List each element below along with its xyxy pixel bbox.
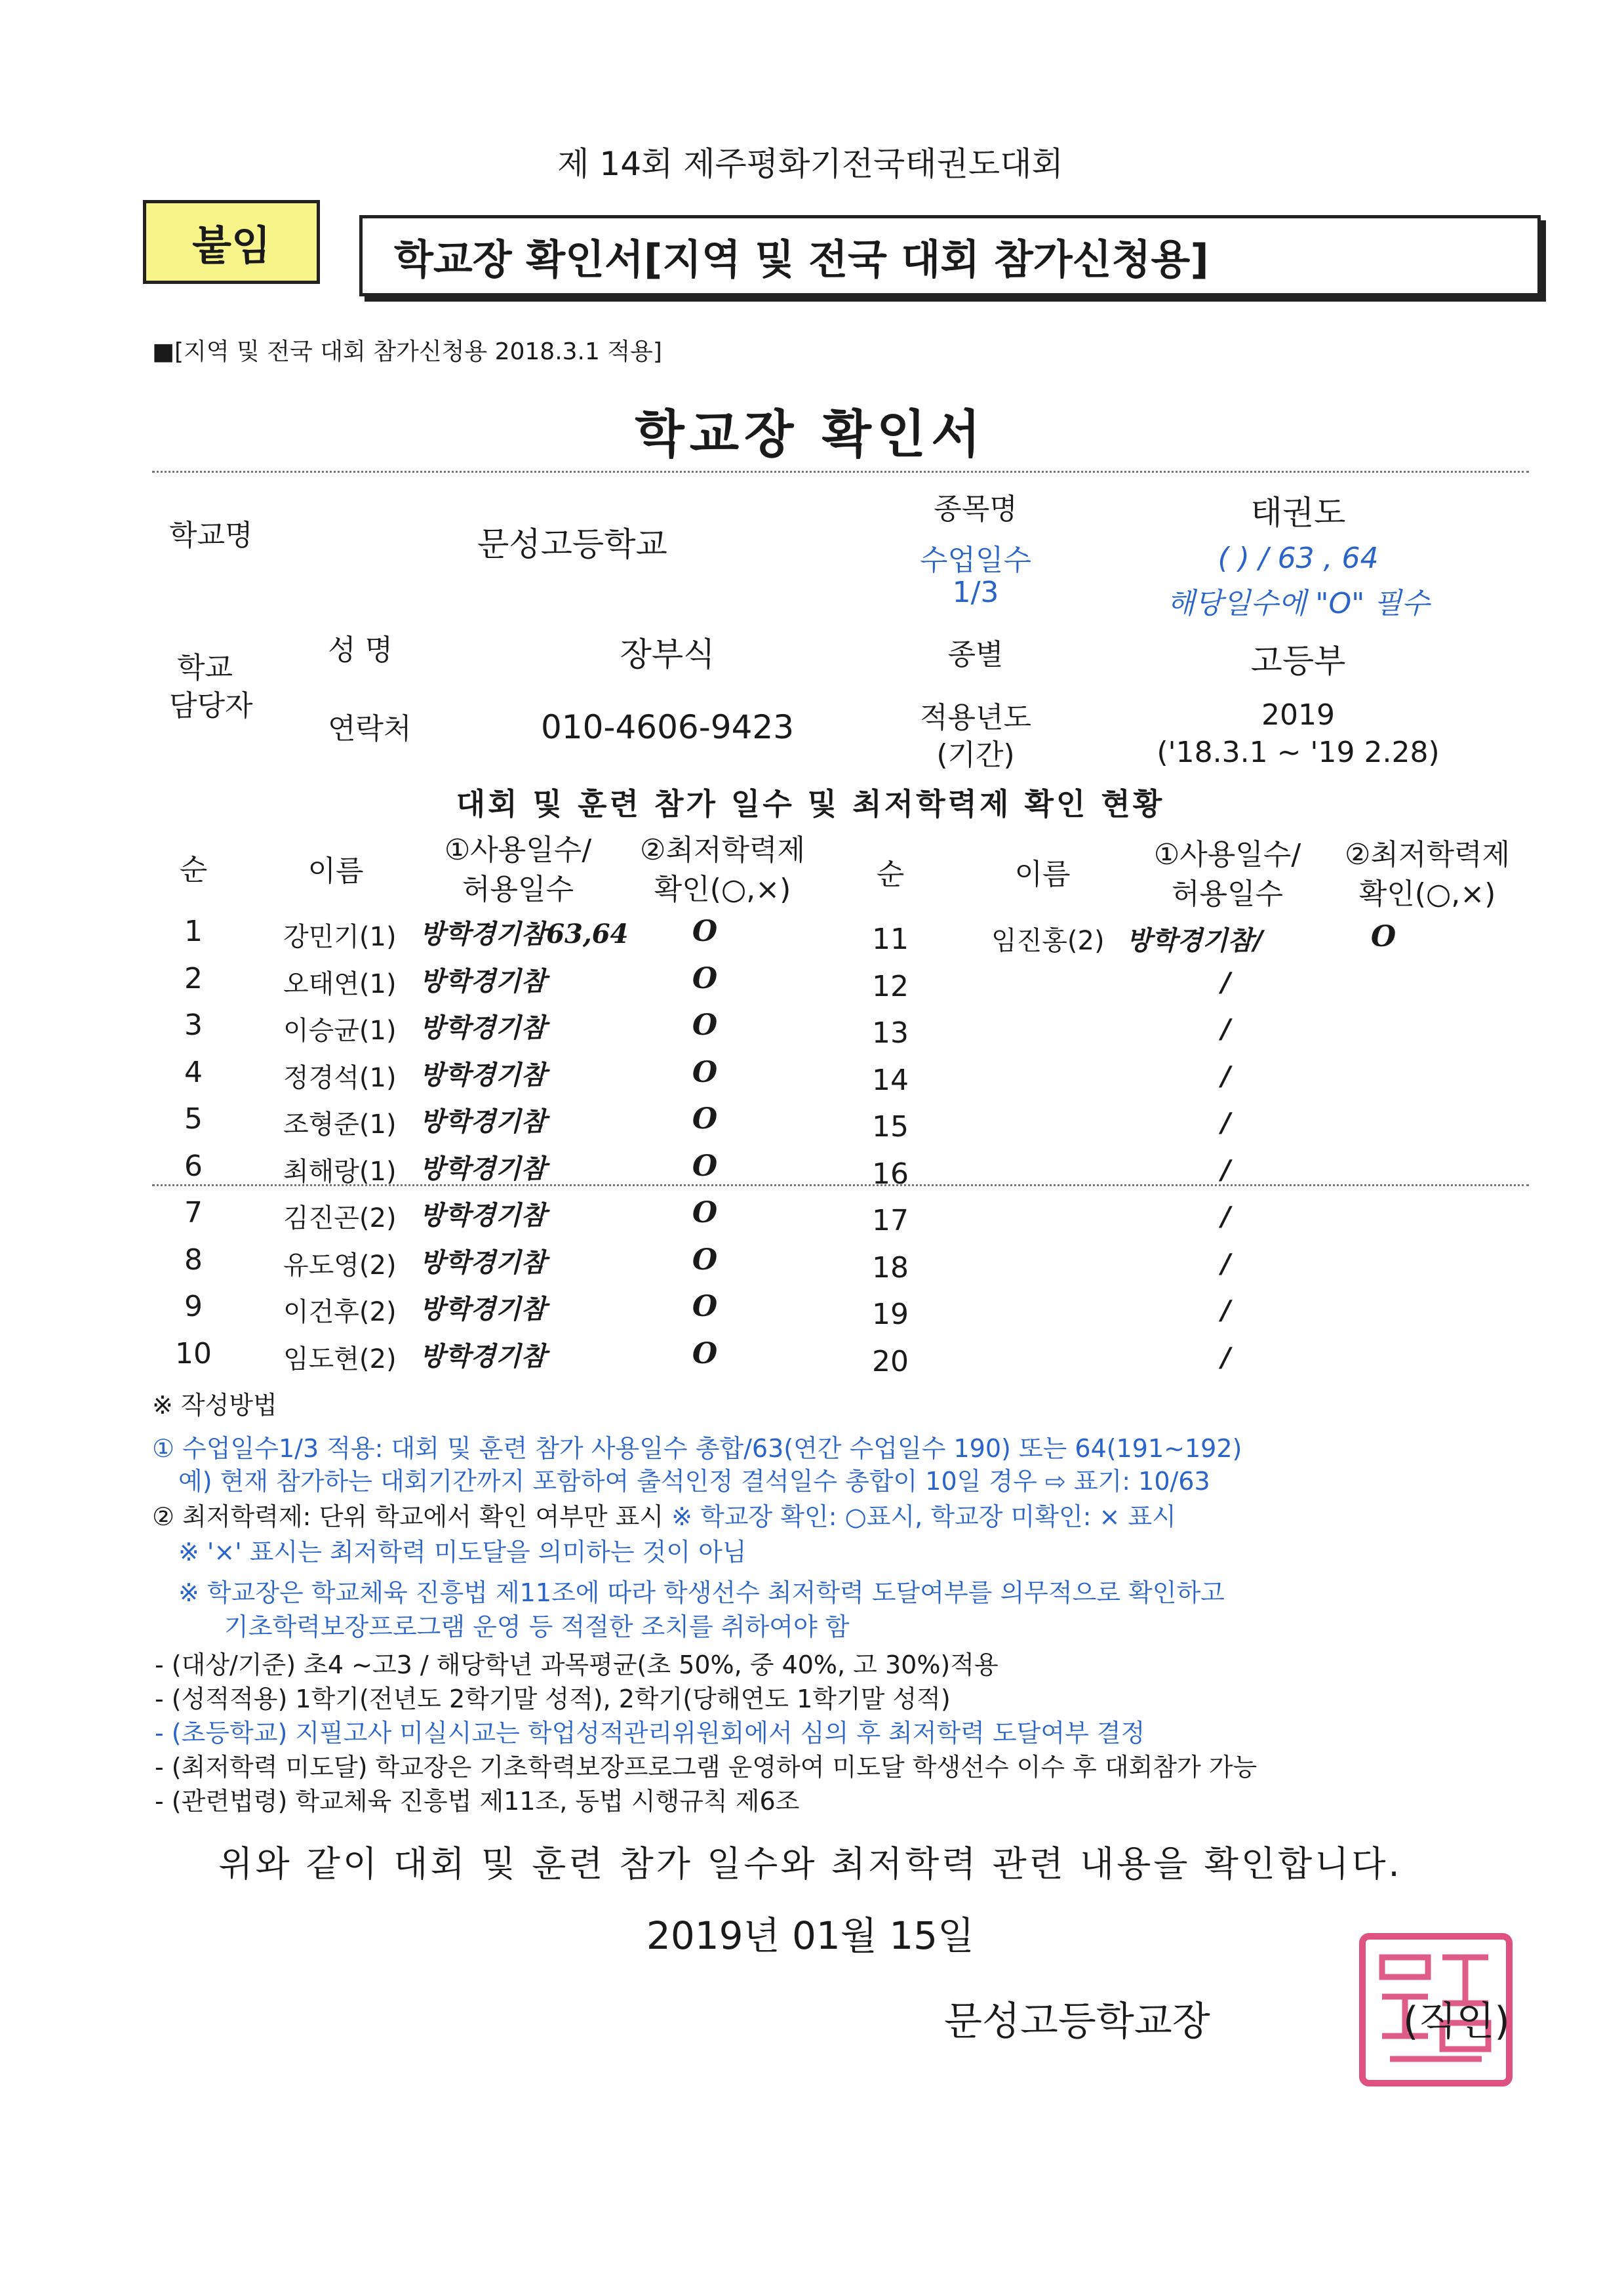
days-used: 방학경기참/: [1126, 925, 1263, 956]
note-1b: 예) 현재 참가하는 대회기간까지 포함하여 출석인정 결석일수 총합이 10일 경우 ⇨ 표기: 10/63: [178, 1467, 1210, 1496]
days-used: /: [1221, 1248, 1231, 1279]
student-name: 임도현(2): [283, 1344, 397, 1374]
seal-label: (직인): [1403, 1999, 1510, 2045]
row-number: 19: [872, 1298, 909, 1331]
note-2: [152, 1496, 1176, 1532]
days-used: 방학경기참: [420, 1247, 547, 1278]
days-used: /: [1221, 1155, 1231, 1186]
row-number: 2: [184, 962, 203, 995]
manager-label-1: 학교: [177, 651, 233, 685]
note-4b: 기초학력보장프로그램 운영 등 적절한 조치를 취하여야 함: [224, 1612, 850, 1641]
days-used: 방학경기참: [420, 1341, 547, 1372]
detail-1: - (대상/기준) 초4 ~고3 / 해당학년 과목평균(초 50%, 중 40%, 고 30%)적용: [155, 1650, 999, 1679]
days-value-1: ( ) / 63 , 64: [1218, 542, 1379, 575]
min-level-check: O: [692, 1196, 718, 1229]
col-min-left-2: 확인(○,×): [654, 873, 791, 906]
min-level-check: O: [692, 1243, 718, 1277]
student-name: 임진홍(2): [991, 926, 1105, 956]
note-3: ※ '×' 표시는 최저학력 미도달을 의미하는 것이 아님: [178, 1538, 747, 1567]
col-days-left-2: 허용일수: [462, 873, 574, 906]
detail-2: - (성적적용) 1학기(전년도 2학기말 성적), 2학기(당해연도 1학기말 성적): [155, 1685, 951, 1713]
note-2a: ② 최저학력제: 단위 학교에서 확인 여부만 표시: [152, 1502, 672, 1531]
row-number: 12: [872, 970, 909, 1003]
days-label-2: 1/3: [952, 576, 999, 609]
note-1a: ① 수업일수1/3 적용: 대회 및 훈련 참가 사용일수 총합/63(연간 수업일수 190) 또는 64(191~192): [152, 1434, 1242, 1463]
col-name-right: 이름: [1014, 858, 1071, 891]
row-number: 17: [872, 1204, 909, 1237]
category-value: 고등부: [1250, 642, 1346, 680]
col-min-right-2: 확인(○,×): [1358, 877, 1496, 911]
col-min-left-1: ②최저학력제: [640, 833, 805, 867]
table-title: 대회 및 훈련 참가 일수 및 최저학력제 확인 현황: [456, 786, 1165, 822]
min-level-check: O: [692, 1008, 718, 1042]
col-days-right-2: 허용일수: [1171, 877, 1284, 911]
min-level-check: O: [692, 1149, 718, 1183]
signature-date: 2019년 01월 15일: [646, 1913, 975, 1958]
min-level-check: O: [692, 1290, 718, 1323]
row-number: 18: [872, 1251, 909, 1285]
min-level-check: O: [692, 962, 718, 995]
row-number: 13: [872, 1016, 909, 1050]
doc-title: 학교장 확인서: [635, 405, 986, 464]
row-number: 16: [872, 1157, 909, 1191]
detail-5: - (관련법령) 학교체육 진흥법 제11조, 동법 시행규칙 제6조: [155, 1787, 800, 1816]
student-name: 김진곤(2): [283, 1203, 397, 1233]
min-level-check: O: [692, 1056, 718, 1089]
row-number: 11: [872, 923, 909, 956]
manager-label-2: 담당자: [169, 689, 253, 723]
student-name: 최해랑(1): [283, 1157, 397, 1187]
days-used: 방학경기참: [420, 1153, 547, 1184]
divider: [152, 471, 1529, 473]
year-value-1: 2019: [1261, 698, 1335, 732]
min-level-check: O: [692, 1337, 718, 1370]
signer-name: 문성고등학교장: [944, 1999, 1210, 2045]
student-name: 이승균(1): [283, 1016, 397, 1046]
min-level-check: O: [692, 1102, 718, 1136]
note-2b: ※ 학교장 확인: ○표시, 학교장 미확인: × 표시: [671, 1502, 1176, 1531]
days-used: /: [1221, 1108, 1231, 1138]
scope-note: ■[지역 및 전국 대회 참가신청용 2018.3.1 적용]: [152, 338, 662, 365]
col-days-left-1: ①사용일수/: [444, 833, 592, 867]
student-name: 조형준(1): [283, 1109, 397, 1140]
days-used: 방학경기참: [420, 1012, 547, 1043]
row-number: 15: [872, 1110, 909, 1144]
col-no-right: 순: [876, 858, 905, 891]
col-no-left: 순: [179, 853, 208, 887]
category-label: 종별: [947, 638, 1004, 671]
col-min-right-1: ②최저학력제: [1345, 838, 1510, 871]
event-label: 종목명: [934, 492, 1018, 526]
student-name: 이건후(2): [283, 1297, 397, 1327]
contact-label: 연락처: [328, 712, 412, 746]
student-name: 유도영(2): [283, 1250, 397, 1281]
col-days-right-1: ①사용일수/: [1153, 838, 1301, 871]
days-used: /: [1221, 1342, 1231, 1373]
student-name: 오태연(1): [283, 969, 397, 999]
form-title: 학교장 확인서[지역 및 전국 대회 참가신청용]: [359, 215, 1541, 296]
note-4a: ※ 학교장은 학교체육 진흥법 제11조에 따라 학생선수 최저학력 도달여부를 의무적으로 확인하고: [178, 1578, 1225, 1607]
days-used: 방학경기참: [420, 1060, 547, 1090]
days-label-1: 수업일수: [919, 544, 1032, 577]
row-number: 5: [184, 1102, 203, 1136]
divider: [152, 1184, 1529, 1186]
event-title: 제 14회 제주평화기전국태권도대회: [557, 145, 1063, 183]
detail-3: - (초등학교) 지필고사 미실시교는 학업성적관리위원회에서 심의 후 최저학력 도달여부 결정: [155, 1719, 1145, 1747]
days-used: /: [1221, 1014, 1231, 1045]
days-used: 방학경기참: [420, 1106, 547, 1137]
row-number: 14: [872, 1064, 909, 1097]
school-name: 문성고등학교: [477, 525, 667, 563]
notes-heading: ※ 작성방법: [152, 1391, 277, 1420]
row-number: 6: [184, 1149, 203, 1183]
student-name: 강민기(1): [283, 922, 397, 952]
confirmation-text: 위와 같이 대회 및 훈련 참가 일수와 최저학력 관련 내용을 확인합니다.: [218, 1843, 1402, 1885]
days-value-2: 해당일수에 "O" 필수: [1166, 587, 1430, 620]
row-number: 10: [175, 1337, 212, 1370]
days-used: /: [1221, 967, 1231, 998]
days-used: /: [1221, 1295, 1231, 1326]
row-number: 4: [184, 1056, 203, 1089]
days-used: /: [1221, 1061, 1231, 1092]
days-used: 방학경기참: [420, 1294, 547, 1325]
row-number: 8: [184, 1243, 203, 1277]
row-number: 1: [184, 915, 203, 948]
min-level-check: O: [692, 915, 718, 948]
row-number: 3: [184, 1008, 203, 1042]
event-value: 태권도: [1250, 494, 1346, 532]
days-used: /: [1221, 1201, 1231, 1232]
name-label: 성 명: [328, 633, 393, 667]
row-number: 9: [184, 1290, 203, 1323]
days-used: 방학경기참: [420, 966, 547, 997]
student-name: 정경석(1): [283, 1063, 397, 1093]
year-label-2: (기간): [936, 738, 1015, 772]
row-number: 7: [184, 1196, 203, 1229]
year-value-2: ('18.3.1 ~ '19 2.28): [1157, 736, 1440, 769]
days-used: 방학경기참63,64: [420, 919, 629, 949]
contact-value: 010-4606-9423: [540, 708, 795, 746]
school-label: 학교명: [169, 519, 253, 552]
appendix-label: 붙임: [143, 200, 320, 284]
detail-4: - (최저학력 미도달) 학교장은 기초학력보장프로그램 운영하여 미도달 학생선수 이수 후 대회참가 가능: [155, 1753, 1258, 1782]
days-used: 방학경기참: [420, 1200, 547, 1231]
year-label-1: 적용년도: [919, 701, 1032, 734]
manager-name: 장부식: [620, 635, 715, 673]
row-number: 20: [872, 1345, 909, 1378]
min-level-check: O: [1370, 920, 1396, 953]
col-name-left: 이름: [307, 854, 364, 888]
